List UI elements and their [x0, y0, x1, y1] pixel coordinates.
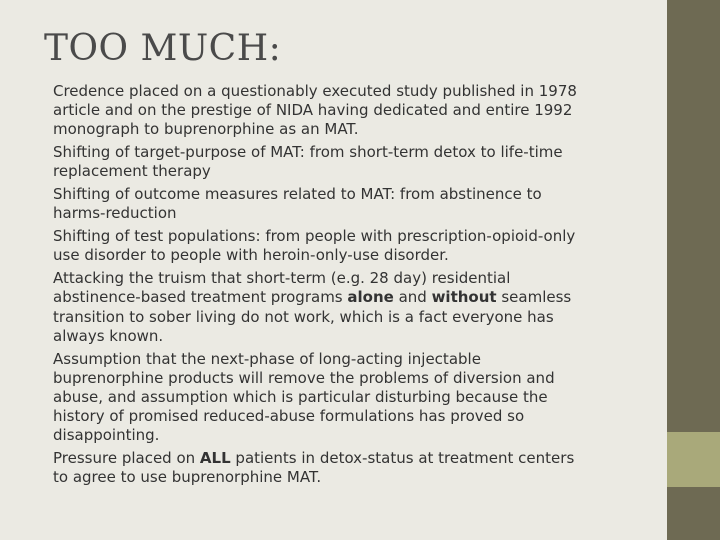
emphasis-without: without: [431, 288, 497, 307]
emphasis-all: ALL: [199, 449, 231, 468]
text-line: history of promised reduced-abuse formulations has proved so: [53, 407, 525, 426]
text-line: monograph to buprenorphine as an MAT.: [53, 120, 359, 139]
text-segment: seamless: [496, 288, 572, 307]
paragraph-pressure: [53, 449, 633, 487]
text-line: Shifting of outcome measures related to MAT: from abstinence to: [53, 185, 542, 204]
text-line: Assumption that the next-phase of long-acting injectable: [53, 349, 481, 368]
text-line: Shifting of target-purpose of MAT: from short-term detox to life-time: [53, 143, 563, 162]
text-segment: patients in detox-status at treatment centers: [230, 449, 575, 468]
text-line: article and on the prestige of NIDA having dedicated and entire 1992: [53, 101, 573, 120]
paragraph-outcome-measures: [53, 185, 633, 223]
slide-body-text: [53, 82, 633, 491]
paragraph-credence: [53, 82, 633, 140]
text-line: use disorder to people with heroin-only-use disorder.: [53, 246, 449, 265]
text-line: always known.: [53, 326, 164, 345]
paragraph-test-populations: [53, 227, 633, 265]
text-line: Attacking the truism that short-term (e.g. 28 day) residential: [53, 269, 511, 288]
paragraph-target-purpose: [53, 143, 633, 181]
decorative-sidebar-bottom: [667, 487, 720, 540]
text-line: Shifting of test populations: from people with prescription-opioid-only: [53, 227, 576, 246]
text-line: transition to sober living do not work, which is a fact everyone has: [53, 307, 554, 326]
text-segment: Pressure placed on: [53, 449, 200, 468]
decorative-sidebar-accent: [667, 432, 720, 487]
text-line: [53, 449, 633, 468]
text-segment: abstinence-based treatment programs: [53, 288, 348, 307]
text-line: Credence placed on a questionably executed study published in 1978: [53, 82, 577, 100]
paragraph-assumption: [53, 350, 633, 446]
text-line: abuse, and assumption which is particular disturbing because the: [53, 388, 548, 407]
slide-title: TOO MUCH:: [44, 28, 282, 69]
paragraph-truism: [53, 269, 633, 346]
text-line: harms-reduction: [53, 204, 177, 223]
text-line: replacement therapy: [53, 162, 211, 181]
text-line: [53, 288, 633, 307]
emphasis-alone: alone: [347, 288, 394, 307]
text-line: to agree to use buprenorphine MAT.: [53, 468, 322, 487]
text-line: disappointing.: [53, 426, 160, 445]
text-segment: and: [393, 288, 432, 307]
decorative-sidebar-top: [667, 0, 720, 432]
text-line: buprenorphine products will remove the problems of diversion and: [53, 368, 555, 387]
